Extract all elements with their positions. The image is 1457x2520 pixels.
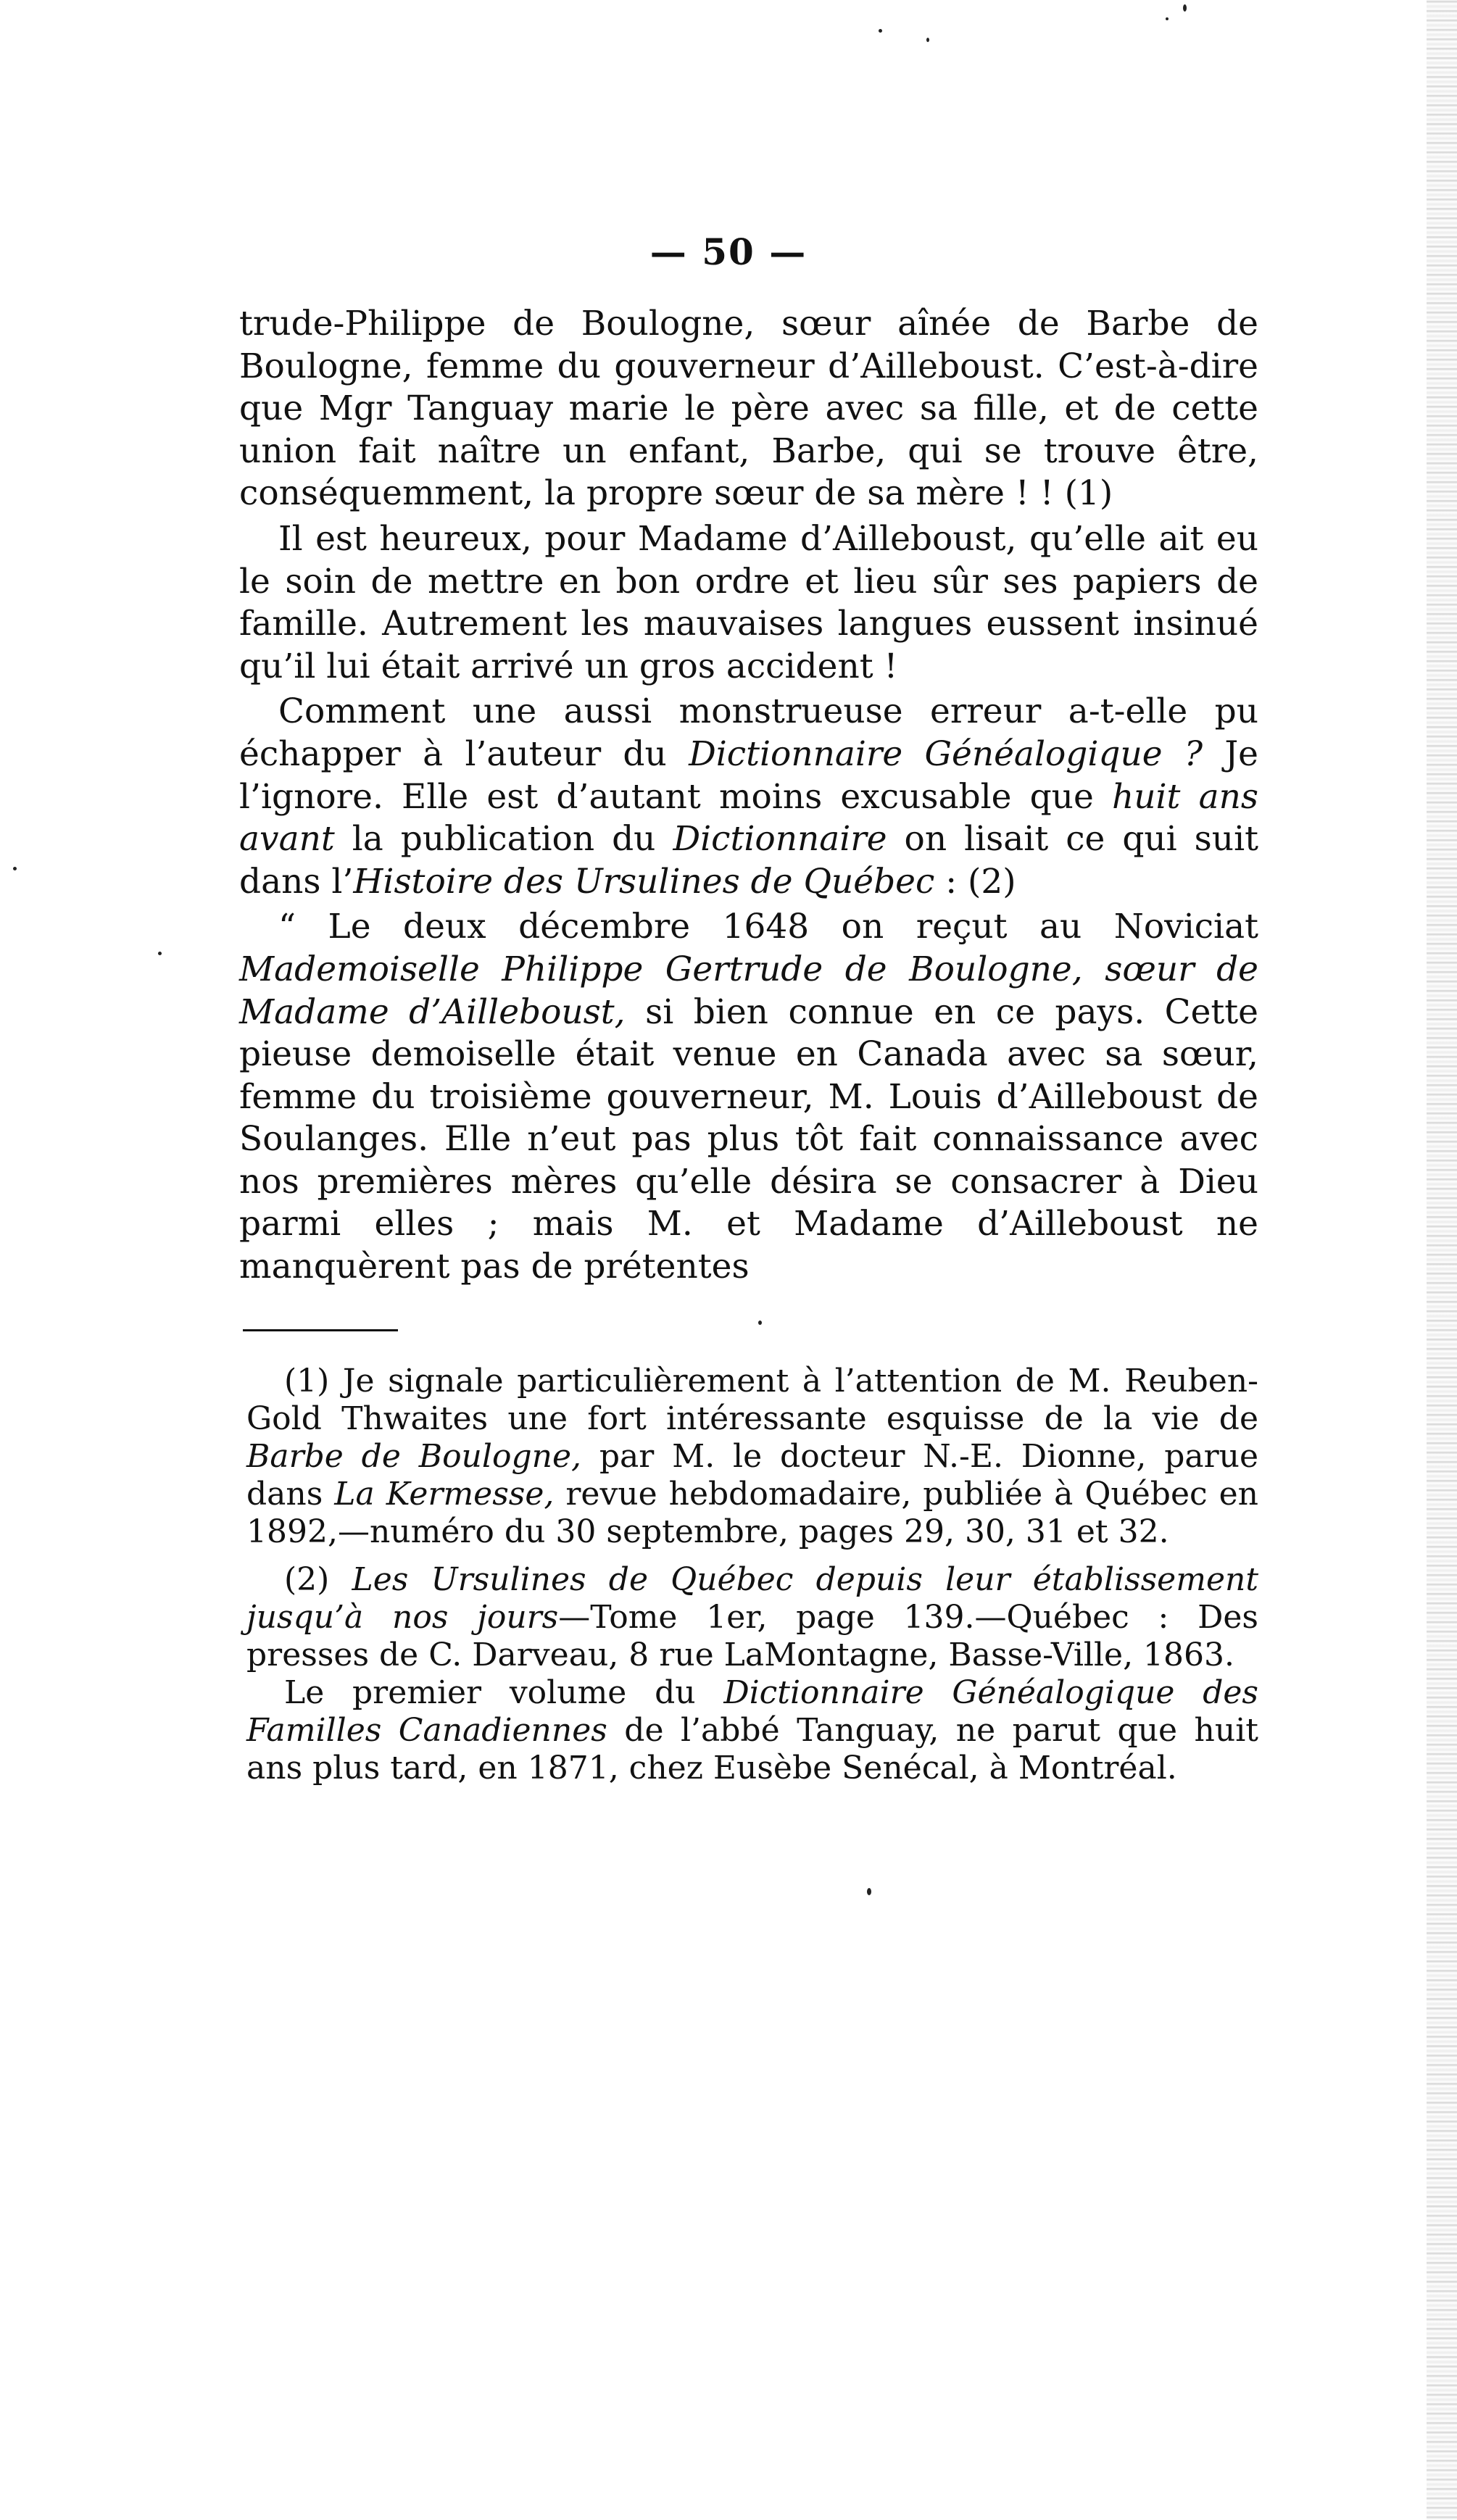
ink-speck — [758, 1321, 762, 1325]
ink-speck — [158, 952, 162, 955]
page-number: — 50 — — [649, 230, 808, 273]
text-run: “ Le deux décembre 1648 on reçut au Noviciat — [278, 907, 1258, 947]
paragraph — [239, 691, 1258, 903]
footnote-2 — [246, 1561, 1258, 1674]
text-run: : (2) — [934, 861, 1016, 902]
text-run: de l’abbé Tanguay, ne parut que huit ans plus tard, en 1871, chez Eusèbe Senécal, à Montréal. — [246, 1712, 1258, 1787]
ink-speck — [13, 867, 17, 870]
text-run: si bien connue en ce pays. Cette pieuse demoiselle était venue en Canada avec sa sœur, femme du troisième gouverneur, M. Louis d’Ailleboust de Soulanges. Elle n’eut pas plus tôt fait connaissance avec nos premières mères qu’elle désira se consacrer à Dieu parmi elles ; mais M. et Madame d’Ailleboust ne manquèrent pas de prétentes — [239, 991, 1258, 1287]
text-run: on lisait ce qui suit dans l’ — [239, 819, 1258, 902]
italic-title: Histoire des Ursulines de Québec — [353, 861, 935, 902]
footnotes — [246, 1363, 1258, 1787]
text-run: la publication du — [334, 819, 673, 860]
text-run: Je l’ignore. Elle est d’autant moins excusable que — [239, 733, 1258, 817]
footnote-2-continuation — [246, 1674, 1258, 1787]
italic-title: Dictionnaire — [673, 819, 887, 860]
footnote-divider — [243, 1329, 398, 1331]
text-run: (1) Je signale particulièrement à l’attention de M. Reuben-Gold Thwaites une fort intéressante esquisse de la vie de — [246, 1363, 1258, 1437]
ink-speck — [1183, 4, 1187, 12]
italic-title: Dictionnaire Généalogique des Familles Canadiennes — [246, 1674, 1258, 1749]
text-run: Comment une aussi monstrueuse erreur a-t-elle pu échapper à l’auteur du — [239, 691, 1258, 774]
text-run: (2) — [284, 1561, 352, 1598]
italic-title: La Kermesse, — [334, 1476, 555, 1513]
italic-phrase: Mademoiselle Philippe Gertrude de Boulogne, sœur de Madame d’Ailleboust, — [239, 949, 1258, 1032]
text-run: Il est heureux, pour Madame d’Ailleboust, qu’elle ait eu le soin de mettre en bon ordre et lieu sûr ses papiers de famille. Autrement les mauvaises langues eussent insinué qu’il lui était arrivé un gros accident ! — [239, 518, 1258, 686]
text-run: revue hebdomadaire, publiée à Québec en 1892,—numéro du 30 septembre, pages 29, 30, 31 et 32. — [246, 1476, 1258, 1550]
text-run: Le premier volume du — [284, 1674, 724, 1711]
footnote-1 — [246, 1363, 1258, 1551]
italic-title: Dictionnaire Généalogique ? — [689, 733, 1203, 774]
text-run: par M. le docteur N.-E. Dionne, parue dans — [246, 1438, 1258, 1513]
main-text — [239, 303, 1258, 1289]
paragraph — [239, 518, 1258, 688]
italic-phrase: huit ans avant — [239, 776, 1258, 860]
binding-edge-shadow — [1427, 0, 1457, 2520]
text-run: trude-Philippe de Boulogne, sœur aînée de Barbe de Boulogne, femme du gouverneur d’Ailleboust. C’est-à-dire que Mgr Tanguay marie le père avec sa fille, et de cette union fait naître un enfant, Barbe, qui se trouve être, conséquemment, la propre sœur de sa mère ! ! (1) — [239, 304, 1258, 514]
italic-phrase: Barbe de Boulogne, — [246, 1438, 581, 1475]
ink-speck — [926, 38, 929, 42]
quotation-paragraph — [239, 906, 1258, 1288]
text-run: —Tome 1er, page 139.—Québec : Des presses de C. Darveau, 8 rue LaMontagne, Basse-Ville, 1863. — [246, 1599, 1258, 1673]
ink-speck — [1166, 17, 1168, 20]
paragraph-continuation — [239, 303, 1258, 515]
ink-speck — [867, 1888, 871, 1895]
italic-title: Les Ursulines de Québec depuis leur établissement jusqu’à nos jours — [246, 1561, 1258, 1636]
ink-speck — [879, 29, 882, 33]
